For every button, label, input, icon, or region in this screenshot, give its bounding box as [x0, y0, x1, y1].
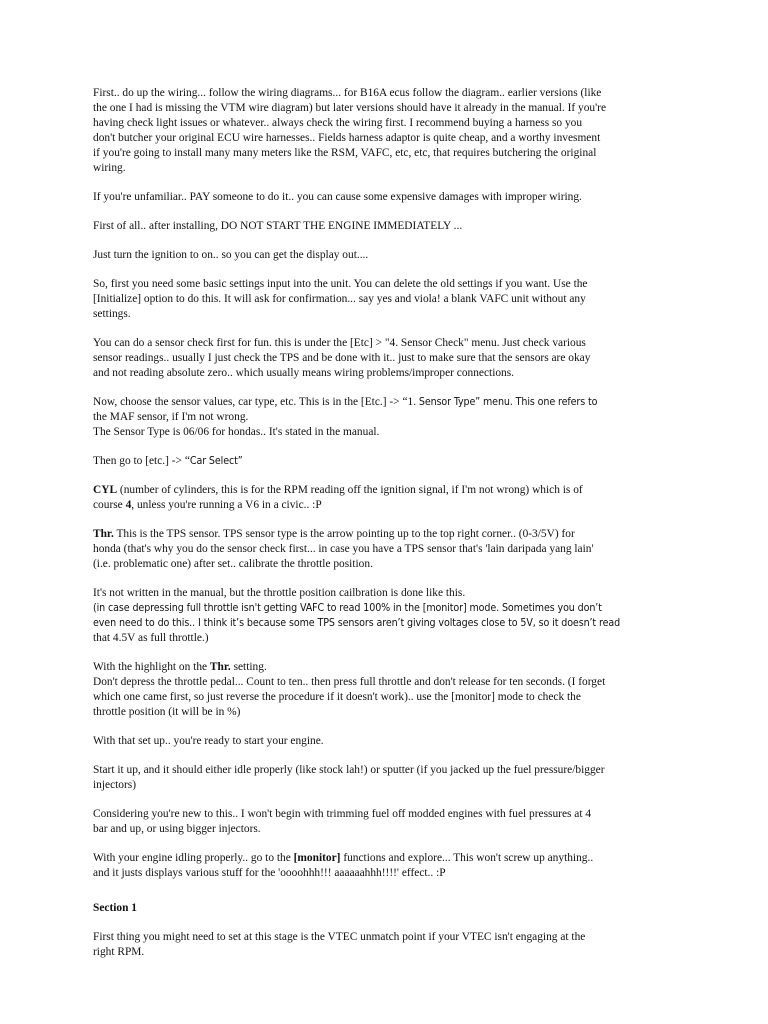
text-run: setting.: [230, 661, 267, 673]
text-line: First of all.. after installing, DO NOT START THE ENGINE IMMEDIATELY ...: [93, 220, 463, 232]
text-line: and it justs displays various stuff for the 'oooohhh!!! aaaaaahhh!!!!' effect.. :P: [93, 867, 446, 879]
paragraph-vtec: [93, 930, 681, 960]
text-line: (i.e. problematic one) after set.. calibrate the throttle position.: [93, 558, 373, 570]
text-line: So, first you need some basic settings input into the unit. You can delete the old settings if you want. Use the: [93, 278, 588, 290]
text-line: and not reading absolute zero.. which usually means wiring problems/improper connections.: [93, 367, 515, 379]
text-line: having check light issues or whatever.. always check the wiring first. I recommend buying a harness so you: [93, 117, 583, 129]
text-line: honda (that's why you do the sensor check first... in case you have a TPS sensor that's 'lain daripada yang lain': [93, 543, 594, 555]
paragraph-wiring: [93, 86, 681, 176]
text-line: Don't depress the throttle pedal... Count to ten.. then press full throttle and don't release for ten seconds. (I forget: [93, 676, 606, 688]
text-line: sensor readings.. usually I just check the TPS and be done with it.. just to make sure that the sensors are okay: [93, 352, 591, 364]
paragraph-thr: [93, 527, 681, 572]
text-line: throttle position (it will be in %): [93, 706, 241, 718]
paragraph-start-up: [93, 763, 681, 793]
text-line: [93, 498, 681, 513]
text-line: bar and up, or using bigger injectors.: [93, 823, 261, 835]
text-line: the MAF sensor, if I'm not wrong.: [93, 411, 249, 423]
text-run: , unless you're running a V6 in a civic.. :P: [131, 499, 322, 511]
paragraph-cyl: [93, 483, 681, 513]
paragraph-sensor-check: [93, 336, 681, 381]
term-cyl: CYL: [93, 484, 118, 496]
text-line: It's not written in the manual, but the throttle position cailbration is done like this.: [93, 587, 466, 599]
paragraph-initialize: [93, 277, 681, 322]
term-cylinder-count: 4: [125, 499, 132, 511]
term-thr: Thr.: [93, 528, 114, 540]
document-page: [93, 86, 681, 974]
text-line: don't butcher your original ECU wire harnesses.. Fields harness adaptor is quite cheap, and a worthy invesment: [93, 132, 601, 144]
text-line: [93, 660, 681, 675]
text-run: Now, choose the sensor values, car type, etc. This is in the [Etc.] -> “1.: [93, 396, 419, 408]
text-line: Start it up, and it should either idle properly (like stock lah!) or sputter (if you jacked up the fuel pressure/bigger: [93, 764, 605, 776]
text-line: [Initialize] option to do this. It will ask for confirmation... say yes and viola! a blank VAFC unit without any: [93, 293, 586, 305]
text-line: Just turn the ignition to on.. so you can get the display out....: [93, 249, 369, 261]
text-line: [93, 395, 681, 410]
text-line: if you're going to install many many meters like the RSM, VAFC, etc, etc, that requires butchering the original: [93, 147, 597, 159]
text-run: With your engine idling properly.. go to the: [93, 852, 294, 864]
paragraph-sensor-type: [93, 395, 681, 440]
text-line: which one came first, so just reverse the procedure if it doesn't work).. use the [monitor] mode to check the: [93, 691, 581, 703]
section-heading: Section 1: [93, 902, 137, 914]
text-line: right RPM.: [93, 946, 145, 958]
text-line: The Sensor Type is 06/06 for hondas.. It's stated in the manual.: [93, 426, 380, 438]
text-run: (number of cylinders, this is for the RPM reading off the ignition signal, if I'm not wrong) which is of: [117, 484, 583, 496]
text-run: With the highlight on the: [93, 661, 210, 673]
text-line: First thing you might need to set at this stage is the VTEC unmatch point if your VTEC isn't engaging at the: [93, 931, 586, 943]
text-line: Considering you're new to this.. I won't begin with trimming fuel off modded engines with fuel pressures at 4: [93, 808, 592, 820]
text-line: wiring.: [93, 162, 126, 174]
text-line: With that set up.. you're ready to start your engine.: [93, 735, 324, 747]
paragraph-highlight-thr: [93, 660, 681, 720]
paragraph-car-select: [93, 454, 681, 469]
text-line: [93, 851, 681, 866]
paragraph-new-to-this: [93, 807, 681, 837]
text-line: First.. do up the wiring... follow the wiring diagrams... for B16A ecus follow the diagram.. earlier versions (like: [93, 87, 602, 99]
paragraph-ignition: [93, 248, 681, 263]
text-line: [93, 454, 681, 469]
text-run: Then go to [etc.] -> “: [93, 455, 190, 467]
text-line: [93, 483, 681, 498]
paragraph-calibration: [93, 586, 681, 646]
text-line: that 4.5V as full throttle.): [93, 632, 209, 644]
paragraph-unfamiliar: [93, 190, 681, 205]
text-line: [93, 527, 681, 542]
text-line: You can do a sensor check first for fun. this is under the [Etc] > "4. Sensor Check" menu. Just check various: [93, 337, 586, 349]
text-line: If you're unfamiliar.. PAY someone to do it.. you can cause some expensive damages with improper wiring.: [93, 191, 582, 203]
text-run: This is the TPS sensor. TPS sensor type is the arrow pointing up to the top right corner.. (0-3/5V) for: [113, 528, 575, 540]
paragraph-monitor: [93, 851, 681, 881]
text-line: even need to do this.. I think it’s because some TPS sensors aren’t giving voltages close to 5V, so it doesn’t read: [93, 617, 621, 629]
paragraph-do-not-start: [93, 219, 681, 234]
text-line: (in case depressing full throttle isn't getting VAFC to read 100% in the [monitor] mode. Sometimes you don’t: [93, 602, 602, 614]
text-line: injectors): [93, 779, 137, 791]
text-line: the one I had is missing the VTM wire diagram) but later versions should have it already in the manual. If you're: [93, 102, 607, 114]
paragraph-ready: [93, 734, 681, 749]
term-monitor: [monitor]: [293, 852, 341, 864]
text-line: settings.: [93, 308, 131, 320]
text-run: functions and explore... This won't screw up anything..: [340, 852, 594, 864]
text-run: Car Select”: [189, 455, 243, 467]
text-run: Sensor Type” menu. This one refers to: [418, 396, 598, 408]
term-thr: Thr.: [209, 661, 231, 673]
text-run: course: [93, 499, 126, 511]
